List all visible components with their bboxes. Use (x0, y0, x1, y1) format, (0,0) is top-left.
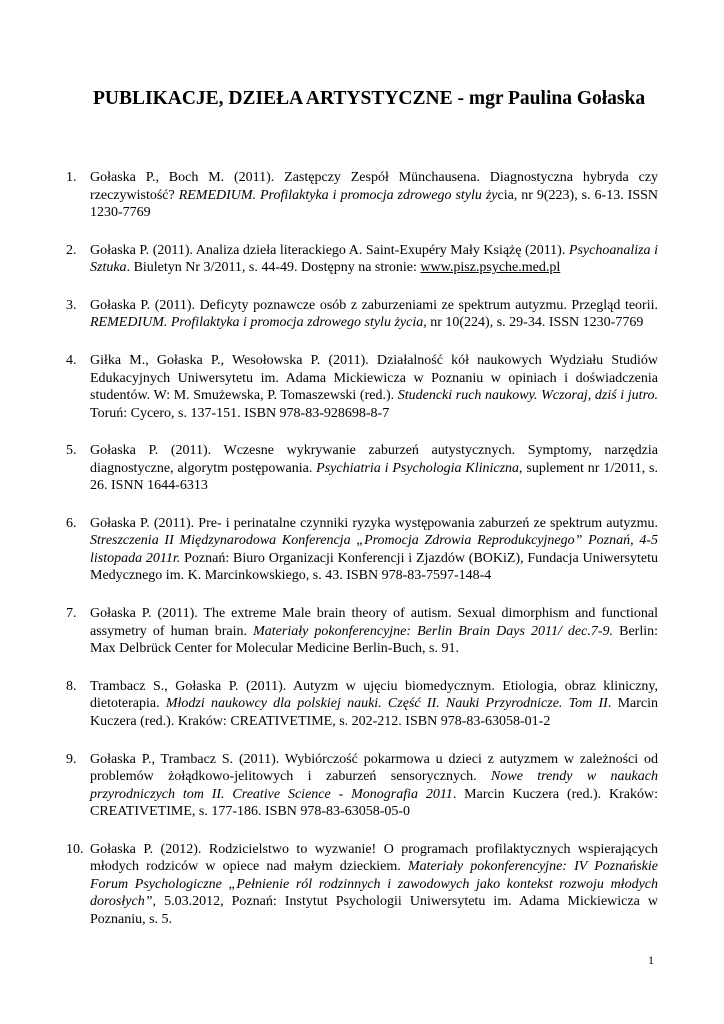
entry-number: 1. (66, 170, 77, 185)
entry-text-italic: Streszczenia II Międzynarodowa Konferencja „Promocja Zdrowia Reprodukcyjnego” Poznań, 4-5 listopada 2011r. (90, 533, 658, 566)
entry-number: 2. (66, 242, 77, 258)
entry-text-italic: Psychoanaliza i Sztuka (90, 242, 659, 276)
entry-number: 5. (66, 443, 77, 459)
entry-text-part: , suplement nr 1/2011, s. 26. ISNN 1644-6313 (90, 460, 658, 494)
website-link[interactable]: www.pisz.psyche.med.pl (420, 260, 561, 276)
entry-text-part: cia, nr 9(223), s. 6-13. ISSN 1230-7769 (90, 187, 659, 220)
entry-text-italic: Materiały pokonferencyjne: IV Poznańskie Forum Psychologiczne „Pełnienie ról rodzinnych i zawodowych jako kontekst rozwoju młodych dorosłych” (90, 859, 658, 910)
entry-text-part: Gołaska P. (2011). The extreme Male brain theory of autism. Sexual dimorphism and functional assymetry of human brain. (90, 606, 658, 639)
entry-number: 10. (66, 841, 84, 857)
publication-list (66, 169, 658, 928)
publication-entry (66, 169, 658, 222)
entry-number: 4. (66, 353, 77, 369)
publication-entry (66, 352, 658, 422)
publication-entry (66, 751, 658, 821)
entry-number: 9. (66, 751, 77, 767)
publication-entry (66, 442, 658, 495)
entry-text-part: Gołaska P. (2011). Analiza dzieła literackiego A. Saint-Exupéry Mały Książę (2011). (90, 242, 569, 258)
entry-number: 8. (66, 678, 77, 694)
entry-text-italic: Studencki ruch naukowy. Wczoraj, dziś i jutro. (397, 388, 658, 404)
entry-text (90, 297, 658, 332)
entry-number: 6. (66, 515, 77, 531)
entry-number: 3. (66, 297, 77, 313)
entry-text-part: Gołaska P., Trambacz S. (2011). Wybiórczość pokarmowa u dzieci z autyzmem w zależności od problemów żołądkowo-jelitowych i zaburzeń sensorycznych. (90, 751, 658, 784)
publication-entry (66, 297, 658, 332)
page-title: PUBLIKACJE, DZIEŁA ARTYSTYCZNE - mgr Paulina Gołaska (93, 88, 646, 109)
entry-number: 7. (66, 606, 77, 622)
entry-text-part: , 5.03.2012, Poznań: Instytut Psychologii Uniwersytetu im. Adama Mickiewicza w Poznaniu, s. 5. (90, 894, 658, 927)
entry-text-part: Trambacz S., Gołaska P. (2011). Autyzm w ujęciu biomedycznym. Etiologia, obraz kliniczny, dietoterapia. (90, 678, 658, 712)
entry-text-part: Giłka M., Gołaska P., Wesołowska P. (2011). Działalność kół naukowych Wydziału Studiów Edukacyjnych Uniwersytetu im. Adama Mickiewicza w Poznaniu w opiniach i doświadczenia studentów. W: M. Smużewska, P. Tomaszewski (red.). (90, 353, 658, 404)
entry-text-part: Toruń: Cycero, s. 137-151. ISBN 978-83-928698-8-7 (90, 405, 390, 421)
page-number: 1 (648, 953, 654, 967)
publication-entry (66, 605, 658, 658)
entry-text-part: Poznań: Biuro Organizacji Konferencji i Zjazdów (BOKiZ), Fundacja Uniwersytetu Medycznego im. K. Marcinkowskiego, s. 43. ISBN 978-83-7597-148-4 (90, 550, 658, 584)
entry-text-italic: REMEDIUM. Profilaktyka i promocja zdrowego stylu życia (90, 315, 424, 331)
entry-text (90, 242, 658, 277)
entry-text-part: Gołaska P. (2011). Deficyty poznawcze osób z zaburzeniami ze spektrum autyzmu. Przegląd teorii. (90, 297, 658, 313)
entry-text (90, 169, 658, 222)
entry-text-part: Gołaska P., Boch M. (2011). Zastępczy Zespół Münchausena. Diagnostyczna hybryda czy rzeczywistość? (90, 170, 658, 203)
entry-text (90, 841, 658, 929)
entry-text (90, 352, 658, 422)
entry-text-part: . Biuletyn Nr 3/2011, s. 44-49. Dostępny na stronie: (126, 260, 421, 276)
entry-text-part: Gołaska P. (2011). Pre- i perinatalne czynniki ryzyka występowania zaburzeń ze spektrum autyzmu. (90, 515, 658, 531)
entry-text-italic: Nowe trendy w naukach przyrodniczych tom II. Creative Science - Monografia 2011 (90, 769, 658, 802)
entry-text-part: . Marcin Kuczera (red.). Kraków: CREATIVETIME, s. 202-212. ISBN 978-83-63058-01-2 (90, 696, 658, 729)
entry-text-part: . Marcin Kuczera (red.). Kraków: CREATIVETIME, s. 177-186. ISBN 978-83-63058-05-0 (90, 786, 658, 819)
entry-text-italic: Młodzi naukowcy dla polskiej nauki. Część II. Nauki Przyrodnicze. Tom II (165, 696, 608, 712)
entry-text-part: Gołaska P. (2012). Rodzicielstwo to wyzwanie! O programach profilaktycznych wspierających młodych rodziców w opiece nad małym dzieckiem. (90, 841, 658, 875)
publication-entry (66, 678, 658, 731)
entry-text (90, 678, 658, 731)
entry-text-part: Berlin: Max Delbrück Center for Molecular Medicine Berlin-Buch, s. 91. (90, 623, 658, 657)
publication-entry (66, 515, 658, 585)
publication-entry (66, 242, 658, 277)
publication-entry (66, 841, 658, 929)
entry-text-italic: Materiały pokonferencyjne: Berlin Brain Days 2011/ dec.7-9. (253, 623, 614, 639)
entry-text-part: , nr 10(224), s. 29-34. ISSN 1230-7769 (423, 315, 644, 331)
entry-text (90, 605, 658, 658)
entry-text (90, 515, 658, 585)
entry-text (90, 442, 658, 495)
entry-text-part: Gołaska P. (2011). Wczesne wykrywanie zaburzeń autystycznych. Symptomy, narzędzia diagnostyczne, algorytm postępowania. (90, 443, 658, 476)
entry-text-italic: REMEDIUM. Profilaktyka i promocja zdrowego stylu ży (178, 187, 498, 203)
entry-text-italic: Psychiatria i Psychologia Kliniczna (316, 460, 520, 476)
entry-text (90, 751, 658, 821)
